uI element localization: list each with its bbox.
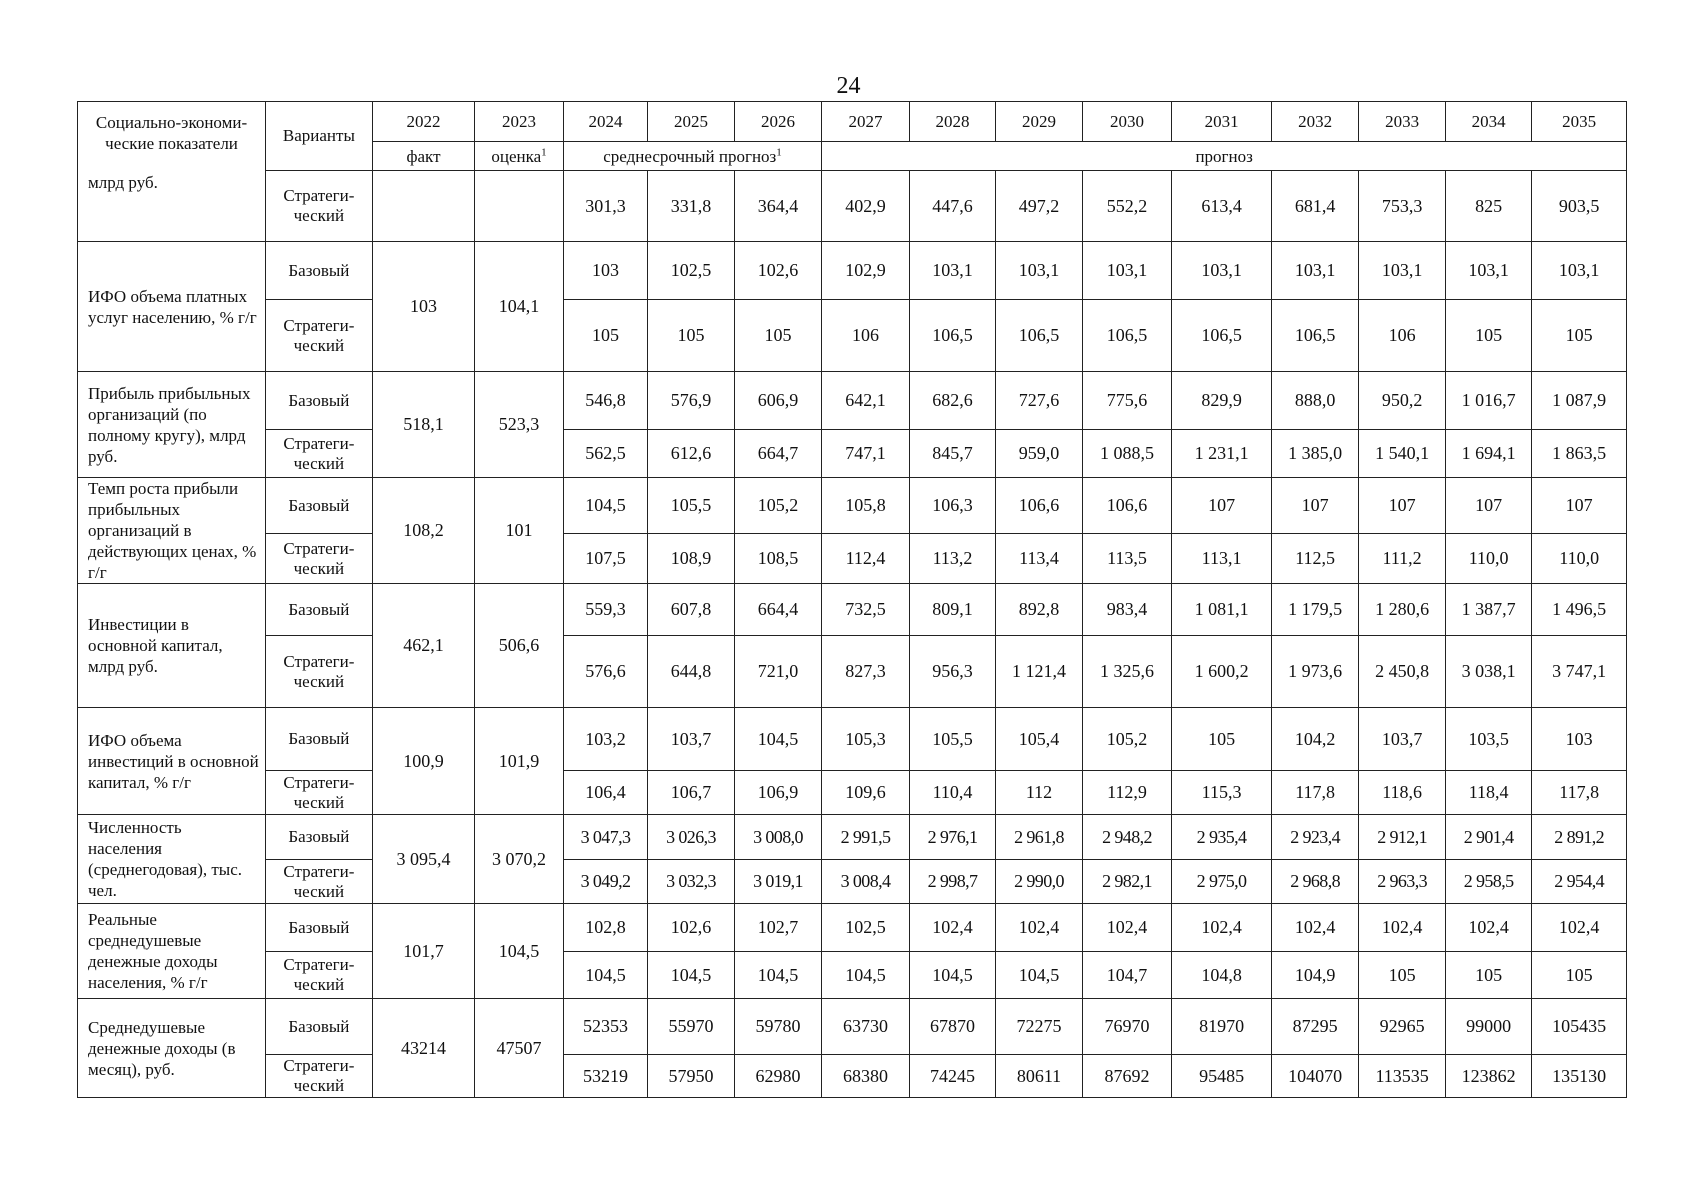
- value-cell: 732,5: [822, 584, 910, 636]
- variant-strategic: Стратеги-ческий: [266, 771, 373, 815]
- value-cell: 106,5: [1271, 300, 1359, 372]
- value-cell: 104,7: [1082, 952, 1172, 999]
- variant-strategic: Стратеги-ческий: [266, 860, 373, 904]
- value-cell: 113535: [1359, 1055, 1446, 1098]
- variant-strategic: Стратеги-ческий: [266, 1055, 373, 1098]
- variant-base: Базовый: [266, 372, 373, 430]
- value-cell: 107,5: [563, 534, 647, 584]
- value-cell: 103,1: [1359, 242, 1446, 300]
- estimate-footnote-mark: 1: [541, 145, 547, 158]
- value-cell: 104,5: [563, 952, 647, 999]
- indicator-label: Прибыль прибыльных организаций (по полному кругу), млрд руб.: [78, 372, 266, 478]
- value-cell: 113,1: [1172, 534, 1272, 584]
- value-cell: 1 121,4: [996, 636, 1083, 708]
- value-cell: 63730: [822, 999, 910, 1055]
- value-cell: 105,2: [1082, 708, 1172, 771]
- fact-header: факт: [372, 142, 475, 171]
- value-cell: 2 923,4: [1271, 815, 1359, 860]
- value-cell: 103,1: [1532, 242, 1627, 300]
- value-cell: 105: [1445, 300, 1532, 372]
- value-cell: 106,3: [909, 478, 996, 534]
- value-cell: 1 863,5: [1532, 430, 1627, 478]
- value-cell: 3 038,1: [1445, 636, 1532, 708]
- value-cell: 112,4: [822, 534, 910, 584]
- value-cell: 681,4: [1271, 171, 1359, 242]
- table-row: [78, 771, 1627, 815]
- value-cell: 2 975,0: [1172, 860, 1272, 904]
- value-cell: 108,9: [648, 534, 735, 584]
- table-row: [78, 860, 1627, 904]
- table-row: [78, 584, 1627, 636]
- value-cell: 364,4: [734, 171, 822, 242]
- value-cell: 106,9: [734, 771, 822, 815]
- value-cell: [475, 171, 564, 242]
- year-header: 2027: [822, 102, 910, 142]
- table-row: [78, 372, 1627, 430]
- midterm-label: среднесрочный прогноз: [603, 146, 777, 166]
- value-cell: 111,2: [1359, 534, 1446, 584]
- value-cell: 102,5: [648, 242, 735, 300]
- value-cell: 2 982,1: [1082, 860, 1172, 904]
- value-2022: 103: [372, 242, 475, 372]
- value-cell: 103,1: [1172, 242, 1272, 300]
- year-header: 2025: [648, 102, 735, 142]
- value-cell: 103,5: [1445, 708, 1532, 771]
- year-header: 2029: [996, 102, 1083, 142]
- variant-base: Базовый: [266, 904, 373, 952]
- value-cell: 68380: [822, 1055, 910, 1098]
- value-cell: 118,6: [1359, 771, 1446, 815]
- value-cell: 301,3: [563, 171, 647, 242]
- indicator-label: Темп роста прибыли прибыльных организаций в действующих ценах, % г/г: [78, 478, 266, 584]
- value-2022: 462,1: [372, 584, 475, 708]
- table-row: [78, 534, 1627, 584]
- value-cell: 102,9: [822, 242, 910, 300]
- value-cell: 2 990,0: [996, 860, 1083, 904]
- value-cell: 106,5: [1172, 300, 1272, 372]
- value-cell: 104070: [1271, 1055, 1359, 1098]
- value-cell: 402,9: [822, 171, 910, 242]
- value-cell: 95485: [1172, 1055, 1272, 1098]
- value-2023: 3 070,2: [475, 815, 564, 904]
- value-cell: 613,4: [1172, 171, 1272, 242]
- value-cell: 809,1: [909, 584, 996, 636]
- year-header: 2024: [563, 102, 647, 142]
- year-header: 2030: [1082, 102, 1172, 142]
- value-cell: 1 496,5: [1532, 584, 1627, 636]
- value-cell: 2 958,5: [1445, 860, 1532, 904]
- value-cell: 1 694,1: [1445, 430, 1532, 478]
- value-cell: 105: [648, 300, 735, 372]
- table-row: [78, 171, 1627, 242]
- value-cell: 107: [1172, 478, 1272, 534]
- indicator-label: Реальные среднедушевые денежные доходы населения, % г/г: [78, 904, 266, 999]
- value-cell: 105: [734, 300, 822, 372]
- value-cell: 102,7: [734, 904, 822, 952]
- value-cell: 106,4: [563, 771, 647, 815]
- value-cell: 2 935,4: [1172, 815, 1272, 860]
- value-cell: 80611: [996, 1055, 1083, 1098]
- value-2023: 506,6: [475, 584, 564, 708]
- value-cell: 3 747,1: [1532, 636, 1627, 708]
- value-cell: 104,5: [648, 952, 735, 999]
- value-cell: 53219: [563, 1055, 647, 1098]
- table-row: [78, 904, 1627, 952]
- value-2023: 523,3: [475, 372, 564, 478]
- value-cell: 104,2: [1271, 708, 1359, 771]
- value-cell: [372, 171, 475, 242]
- value-cell: 3 019,1: [734, 860, 822, 904]
- value-cell: 104,5: [734, 708, 822, 771]
- value-cell: 105,5: [909, 708, 996, 771]
- year-header: 2032: [1271, 102, 1359, 142]
- value-cell: 106,5: [996, 300, 1083, 372]
- year-header: 2033: [1359, 102, 1446, 142]
- value-cell: 117,8: [1532, 771, 1627, 815]
- value-cell: 3 026,3: [648, 815, 735, 860]
- value-cell: 825: [1445, 171, 1532, 242]
- value-cell: 959,0: [996, 430, 1083, 478]
- value-cell: 103,7: [1359, 708, 1446, 771]
- value-cell: 642,1: [822, 372, 910, 430]
- value-cell: 107: [1271, 478, 1359, 534]
- value-cell: 107: [1359, 478, 1446, 534]
- value-cell: 2 961,8: [996, 815, 1083, 860]
- value-2023: 47507: [475, 999, 564, 1098]
- indicator-label: ИФО объема платных услуг населению, % г/г: [78, 242, 266, 372]
- value-cell: 102,5: [822, 904, 910, 952]
- value-cell: 87692: [1082, 1055, 1172, 1098]
- value-cell: 105: [1532, 952, 1627, 999]
- value-cell: 612,6: [648, 430, 735, 478]
- value-cell: 106: [822, 300, 910, 372]
- value-cell: 950,2: [1359, 372, 1446, 430]
- value-2022: 100,9: [372, 708, 475, 815]
- indicator-label: Среднедушевые денежные доходы (в месяц), руб.: [78, 999, 266, 1098]
- variant-base: Базовый: [266, 815, 373, 860]
- value-cell: 105: [1445, 952, 1532, 999]
- value-cell: 1 280,6: [1359, 584, 1446, 636]
- value-cell: 67870: [909, 999, 996, 1055]
- value-cell: 3 008,4: [822, 860, 910, 904]
- year-header: 2035: [1532, 102, 1627, 142]
- value-cell: 2 991,5: [822, 815, 910, 860]
- variant-base: Базовый: [266, 478, 373, 534]
- variant-strategic: Стратеги-ческий: [266, 534, 373, 584]
- value-cell: 99000: [1445, 999, 1532, 1055]
- value-cell: 104,5: [822, 952, 910, 999]
- value-cell: 105: [1172, 708, 1272, 771]
- value-cell: 106,5: [909, 300, 996, 372]
- value-cell: 103: [1532, 708, 1627, 771]
- table-row: [78, 478, 1627, 534]
- value-cell: 107: [1532, 478, 1627, 534]
- year-header: 2022: [372, 102, 475, 142]
- value-cell: 105: [563, 300, 647, 372]
- value-2022: 108,2: [372, 478, 475, 584]
- value-cell: 664,4: [734, 584, 822, 636]
- variant-base: Базовый: [266, 242, 373, 300]
- value-cell: 3 047,3: [563, 815, 647, 860]
- value-cell: 110,4: [909, 771, 996, 815]
- value-cell: 113,2: [909, 534, 996, 584]
- value-cell: 135130: [1532, 1055, 1627, 1098]
- value-cell: 102,4: [909, 904, 996, 952]
- table-row: [78, 815, 1627, 860]
- value-cell: 105: [1532, 300, 1627, 372]
- value-cell: 1 387,7: [1445, 584, 1532, 636]
- value-cell: 110,0: [1445, 534, 1532, 584]
- value-cell: 682,6: [909, 372, 996, 430]
- value-cell: 105435: [1532, 999, 1627, 1055]
- table-row: [78, 300, 1627, 372]
- value-cell: 104,5: [734, 952, 822, 999]
- value-2022: 43214: [372, 999, 475, 1098]
- value-cell: 103,1: [1082, 242, 1172, 300]
- value-cell: 72275: [996, 999, 1083, 1055]
- value-2022: 518,1: [372, 372, 475, 478]
- value-2022: 3 095,4: [372, 815, 475, 904]
- page-number: 24: [836, 73, 861, 99]
- table-row: [78, 708, 1627, 771]
- value-cell: 1 088,5: [1082, 430, 1172, 478]
- value-cell: 2 968,8: [1271, 860, 1359, 904]
- value-cell: 123862: [1445, 1055, 1532, 1098]
- value-cell: 775,6: [1082, 372, 1172, 430]
- value-cell: 2 948,2: [1082, 815, 1172, 860]
- value-cell: 747,1: [822, 430, 910, 478]
- value-cell: 983,4: [1082, 584, 1172, 636]
- value-2022: 101,7: [372, 904, 475, 999]
- value-cell: 1 600,2: [1172, 636, 1272, 708]
- value-cell: 2 954,4: [1532, 860, 1627, 904]
- value-cell: 1 385,0: [1271, 430, 1359, 478]
- value-cell: 62980: [734, 1055, 822, 1098]
- variant-strategic: Стратеги-ческий: [266, 636, 373, 708]
- value-cell: 102,8: [563, 904, 647, 952]
- value-cell: 102,4: [1359, 904, 1446, 952]
- value-cell: 888,0: [1271, 372, 1359, 430]
- value-cell: 102,4: [1271, 904, 1359, 952]
- value-cell: 2 912,1: [1359, 815, 1446, 860]
- value-cell: 106,6: [996, 478, 1083, 534]
- value-cell: 576,6: [563, 636, 647, 708]
- value-cell: 1 179,5: [1271, 584, 1359, 636]
- variant-base: Базовый: [266, 708, 373, 771]
- table-row: [78, 952, 1627, 999]
- value-cell: 2 901,4: [1445, 815, 1532, 860]
- value-cell: 102,6: [734, 242, 822, 300]
- value-cell: 827,3: [822, 636, 910, 708]
- midterm-footnote-mark: 1: [776, 145, 782, 158]
- value-cell: 2 963,3: [1359, 860, 1446, 904]
- value-cell: 892,8: [996, 584, 1083, 636]
- value-cell: 103,1: [909, 242, 996, 300]
- value-cell: 105: [1359, 952, 1446, 999]
- value-cell: 109,6: [822, 771, 910, 815]
- indicator-label: Инвестиции в основной капитал, млрд руб.: [78, 584, 266, 708]
- value-cell: 107: [1445, 478, 1532, 534]
- value-cell: 1 325,6: [1082, 636, 1172, 708]
- value-cell: 106,5: [1082, 300, 1172, 372]
- value-cell: 103,7: [648, 708, 735, 771]
- value-cell: 112,5: [1271, 534, 1359, 584]
- value-cell: 562,5: [563, 430, 647, 478]
- variant-base: Базовый: [266, 584, 373, 636]
- value-cell: 52353: [563, 999, 647, 1055]
- value-cell: 55970: [648, 999, 735, 1055]
- value-cell: 664,7: [734, 430, 822, 478]
- variant-strategic: Стратеги-ческий: [266, 430, 373, 478]
- value-cell: 1 540,1: [1359, 430, 1446, 478]
- value-cell: 2 998,7: [909, 860, 996, 904]
- value-cell: 3 008,0: [734, 815, 822, 860]
- value-cell: 644,8: [648, 636, 735, 708]
- value-cell: 104,5: [996, 952, 1083, 999]
- value-cell: 1 973,6: [1271, 636, 1359, 708]
- value-cell: 2 891,2: [1532, 815, 1627, 860]
- value-cell: 497,2: [996, 171, 1083, 242]
- table-row: [78, 430, 1627, 478]
- value-cell: 727,6: [996, 372, 1083, 430]
- value-cell: 104,5: [563, 478, 647, 534]
- value-2023: 101: [475, 478, 564, 584]
- value-cell: 103: [563, 242, 647, 300]
- value-cell: 102,4: [1082, 904, 1172, 952]
- value-cell: 103,1: [996, 242, 1083, 300]
- value-cell: 117,8: [1271, 771, 1359, 815]
- year-header: 2031: [1172, 102, 1272, 142]
- value-cell: 105,2: [734, 478, 822, 534]
- value-cell: 1 087,9: [1532, 372, 1627, 430]
- value-cell: 103,2: [563, 708, 647, 771]
- indicator-header-cell: [78, 102, 266, 242]
- table-body: [78, 102, 1627, 1098]
- indicator-label: Численность населения (среднегодовая), тыс. чел.: [78, 815, 266, 904]
- value-cell: 105,4: [996, 708, 1083, 771]
- estimate-label: оценка: [491, 146, 542, 166]
- value-cell: 331,8: [648, 171, 735, 242]
- value-cell: 103,1: [1271, 242, 1359, 300]
- value-cell: 105,8: [822, 478, 910, 534]
- value-2023: 101,9: [475, 708, 564, 815]
- value-cell: 106: [1359, 300, 1446, 372]
- value-cell: 113,5: [1082, 534, 1172, 584]
- value-cell: 112: [996, 771, 1083, 815]
- value-cell: 113,4: [996, 534, 1083, 584]
- variants-header: Варианты: [266, 102, 373, 171]
- year-header: 2028: [909, 102, 996, 142]
- value-cell: 115,3: [1172, 771, 1272, 815]
- value-cell: 108,5: [734, 534, 822, 584]
- value-cell: 102,4: [996, 904, 1083, 952]
- indicator-label: ИФО объема инвестиций в основной капитал, % г/г: [78, 708, 266, 815]
- value-cell: 1 231,1: [1172, 430, 1272, 478]
- value-cell: 102,6: [648, 904, 735, 952]
- value-cell: 102,4: [1172, 904, 1272, 952]
- indicator-header-unit: млрд руб.: [88, 173, 158, 192]
- value-cell: 57950: [648, 1055, 735, 1098]
- table-row: [78, 1055, 1627, 1098]
- variant-strategic: Стратеги-ческий: [266, 952, 373, 999]
- value-cell: 118,4: [1445, 771, 1532, 815]
- value-cell: 74245: [909, 1055, 996, 1098]
- value-cell: 105,5: [648, 478, 735, 534]
- value-cell: 753,3: [1359, 171, 1446, 242]
- value-cell: 81970: [1172, 999, 1272, 1055]
- value-cell: 903,5: [1532, 171, 1627, 242]
- forecast-header: прогноз: [822, 142, 1627, 171]
- year-header: 2034: [1445, 102, 1532, 142]
- value-cell: 110,0: [1532, 534, 1627, 584]
- indicator-header-title: Социально-экономи-ческие показатели: [95, 113, 248, 153]
- value-cell: 104,5: [909, 952, 996, 999]
- value-cell: 845,7: [909, 430, 996, 478]
- variant-strategic: Стратеги-ческий: [266, 171, 373, 242]
- table-row: [78, 999, 1627, 1055]
- year-header: 2026: [734, 102, 822, 142]
- value-cell: 104,8: [1172, 952, 1272, 999]
- value-cell: 106,6: [1082, 478, 1172, 534]
- variant-strategic: Стратеги-ческий: [266, 300, 373, 372]
- value-cell: 2 976,1: [909, 815, 996, 860]
- header-years-row: [78, 102, 1627, 142]
- value-cell: 104,9: [1271, 952, 1359, 999]
- value-cell: 3 049,2: [563, 860, 647, 904]
- table-row: [78, 636, 1627, 708]
- value-cell: 106,7: [648, 771, 735, 815]
- midterm-forecast-header: [563, 142, 821, 171]
- value-cell: 92965: [1359, 999, 1446, 1055]
- value-cell: 447,6: [909, 171, 996, 242]
- value-cell: 103,1: [1445, 242, 1532, 300]
- value-cell: 59780: [734, 999, 822, 1055]
- value-cell: 105,3: [822, 708, 910, 771]
- forecast-table: [77, 101, 1627, 1098]
- value-cell: 112,9: [1082, 771, 1172, 815]
- value-cell: 87295: [1271, 999, 1359, 1055]
- value-cell: 552,2: [1082, 171, 1172, 242]
- estimate-header: [475, 142, 564, 171]
- variant-base: Базовый: [266, 999, 373, 1055]
- value-cell: 3 032,3: [648, 860, 735, 904]
- value-cell: 1 081,1: [1172, 584, 1272, 636]
- value-cell: 576,9: [648, 372, 735, 430]
- year-header: 2023: [475, 102, 564, 142]
- value-cell: 1 016,7: [1445, 372, 1532, 430]
- value-2023: 104,1: [475, 242, 564, 372]
- value-cell: 606,9: [734, 372, 822, 430]
- value-cell: 829,9: [1172, 372, 1272, 430]
- table-row: [78, 242, 1627, 300]
- value-cell: 102,4: [1532, 904, 1627, 952]
- value-cell: 102,4: [1445, 904, 1532, 952]
- value-cell: 2 450,8: [1359, 636, 1446, 708]
- value-cell: 721,0: [734, 636, 822, 708]
- value-cell: 546,8: [563, 372, 647, 430]
- value-cell: 607,8: [648, 584, 735, 636]
- value-cell: 559,3: [563, 584, 647, 636]
- value-cell: 76970: [1082, 999, 1172, 1055]
- value-cell: 956,3: [909, 636, 996, 708]
- value-2023: 104,5: [475, 904, 564, 999]
